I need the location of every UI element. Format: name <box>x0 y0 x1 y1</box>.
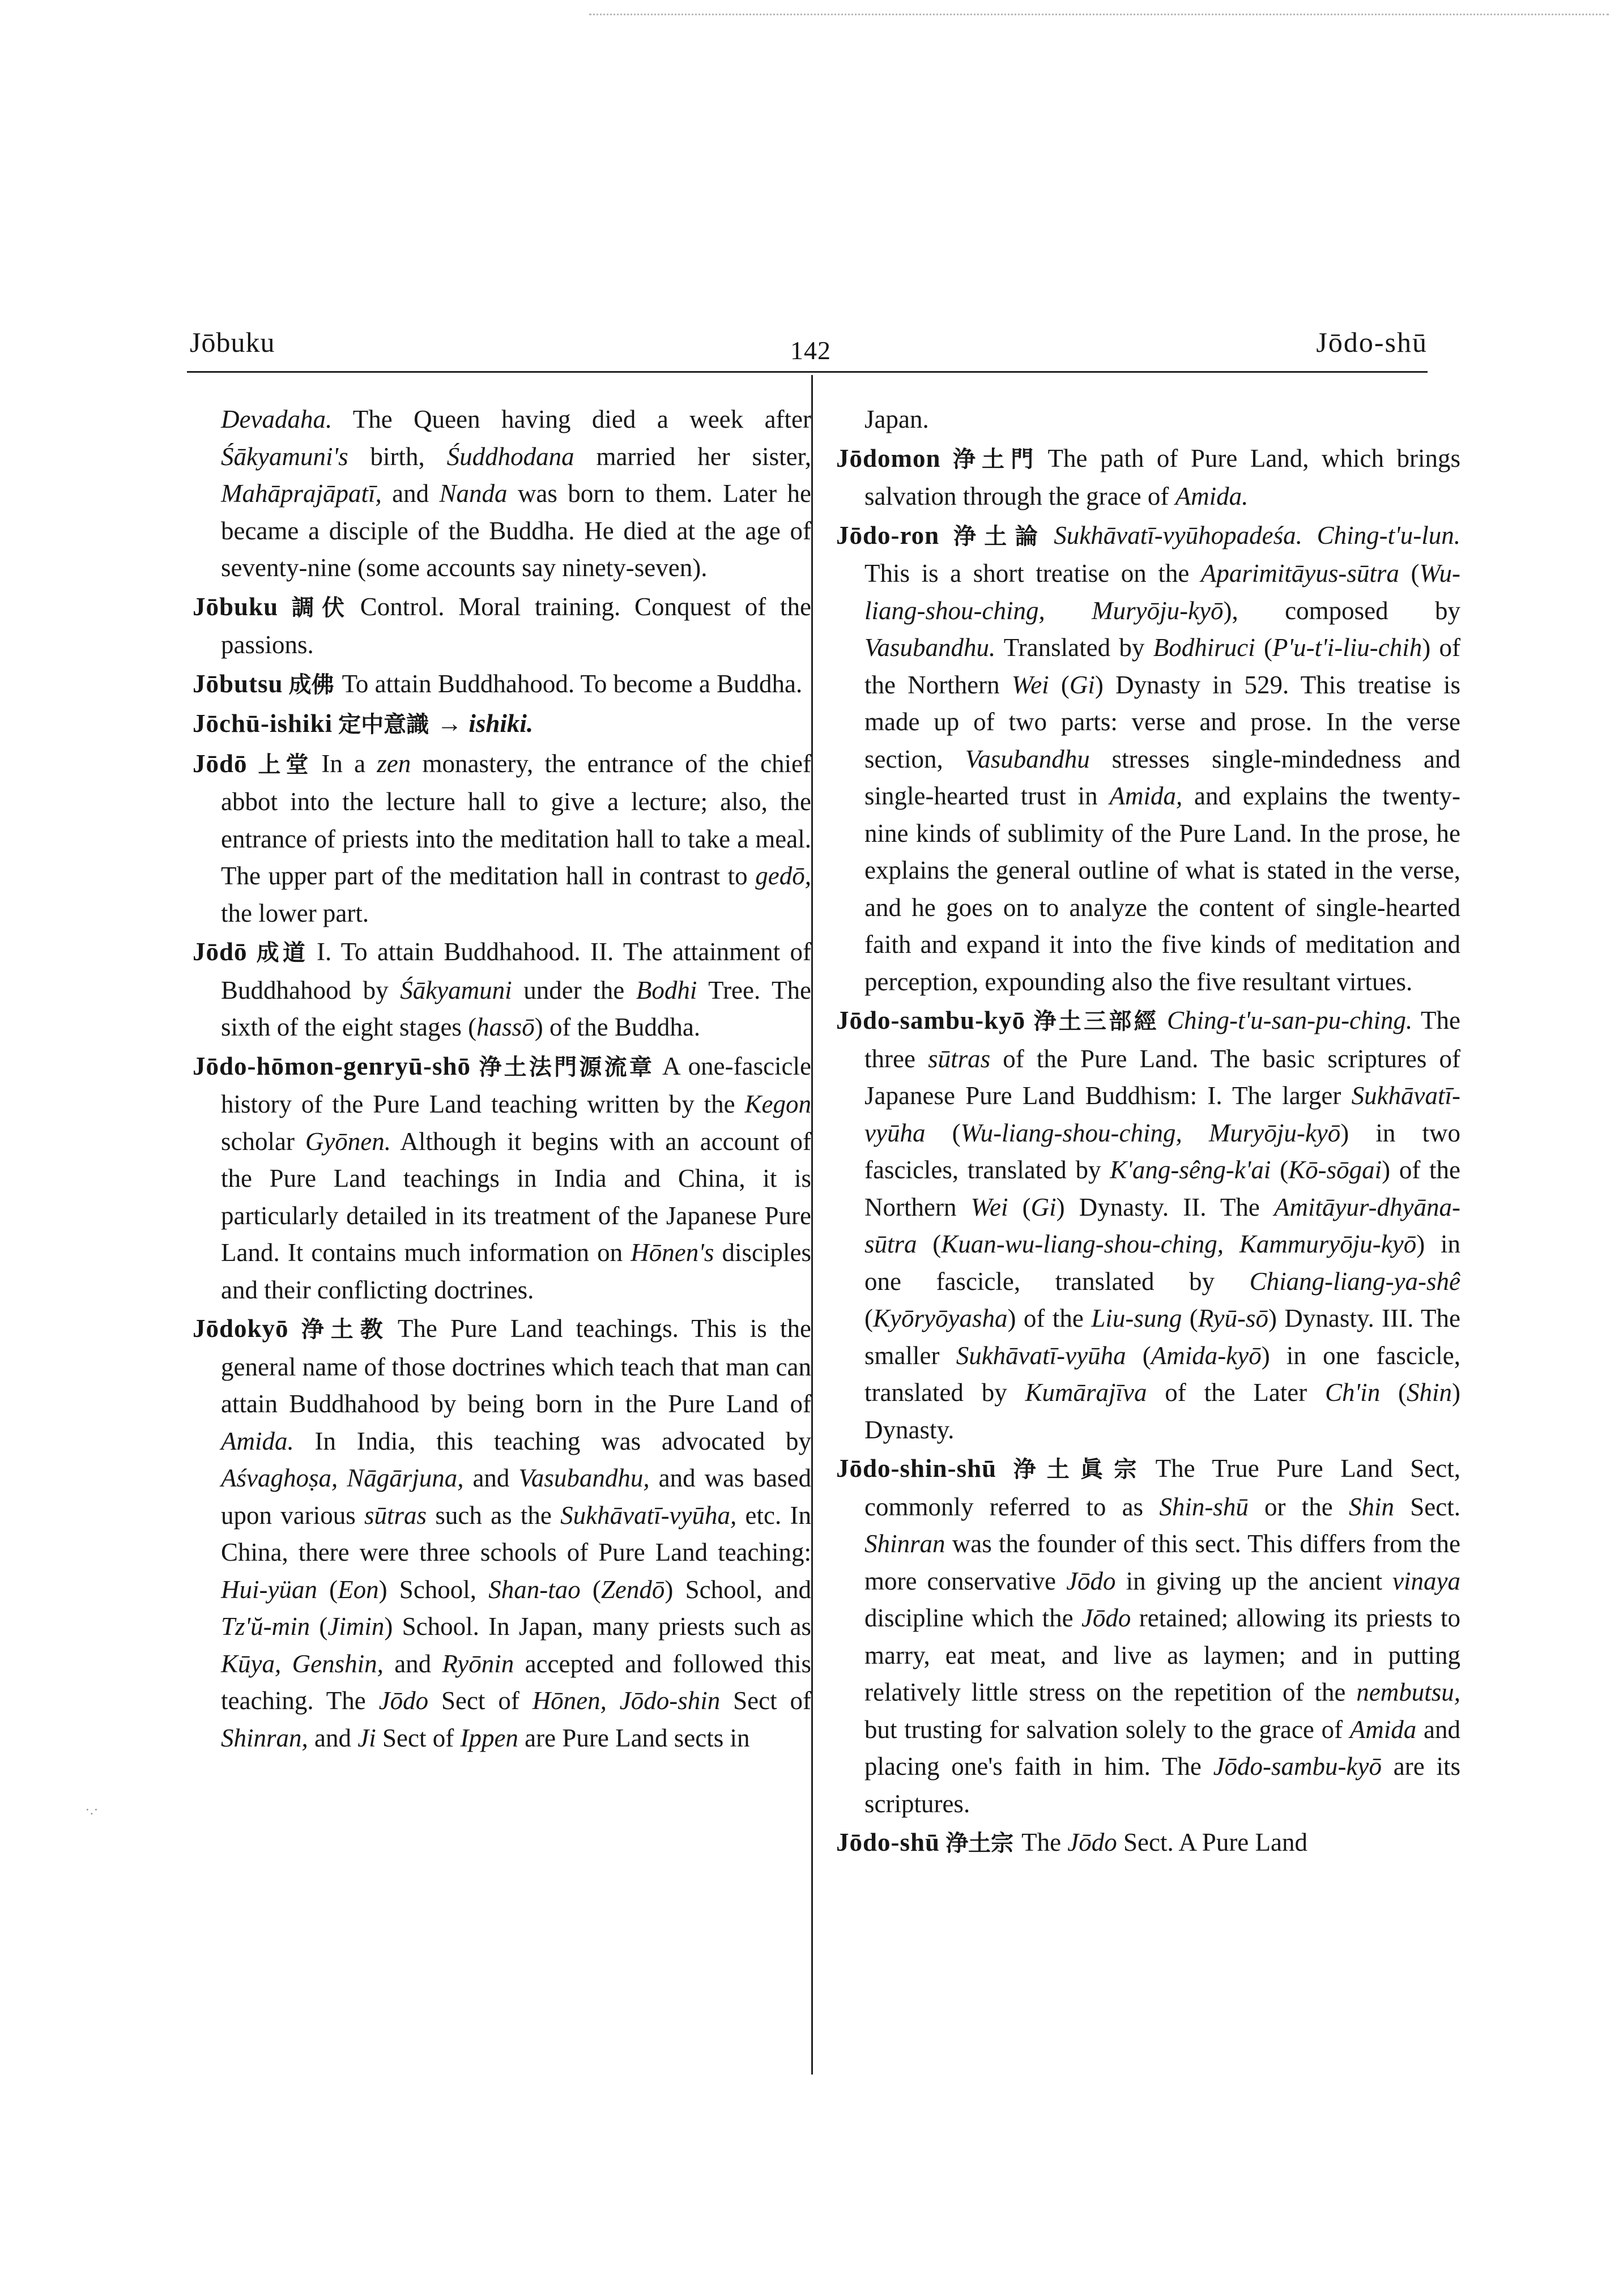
entry-kanji: 浄土宗 <box>945 1830 1014 1856</box>
entry-headword: Jōdo-shū <box>836 1828 940 1856</box>
running-head-right: Jōdo-shū <box>1316 326 1428 358</box>
entry-body: In a zen monastery, the entrance of the chief abbot into the lecture hall to give a lecture; also, the entrance of priests into the meditation hall to take a meal. The upper part of the meditation hall in contrast to gedō, the lower part. <box>221 749 812 927</box>
column-divider <box>811 375 813 2075</box>
dictionary-entry <box>193 666 811 704</box>
entry-body: Control. Moral training. Conquest of the passions. <box>221 592 811 659</box>
entry-body: A one-fascicle history of the Pure Land teaching written by the Kegon scholar Gyōnen. Although it begins with an account of the Pure Land teachings in India and China, it is particularly detailed in its treatment of the Japanese Pure Land. It contains much information on Hōnen's disciples and their conflicting doctrines. <box>221 1051 812 1304</box>
entry-headword: Jōchū-ishiki <box>193 709 333 738</box>
entry-kanji: 浄土論 <box>945 523 1046 549</box>
entry-headword: Jōbutsu <box>193 669 283 698</box>
dictionary-entry <box>193 746 811 932</box>
entry-body: The True Pure Land Sect, commonly referred to as Shin-shū or the Shin Sect. Shinran was the founder of this sect. This differs from the more conservative Jōdo in giving up the ancient vinaya discipline which the Jōdo retained; allowing its priests to marry, eat meat, and live as laymen; and in putting relatively little stress on the repetition of the nembutsu, but trusting for salvation solely to the grace of Amida and placing one's faith in him. The Jōdo-sambu-kyō are its scriptures. <box>864 1454 1460 1818</box>
entry-headword: Jōdo-shin-shū <box>836 1454 997 1483</box>
dictionary-entry <box>836 1824 1460 1863</box>
entry-kanji: 浄土眞宗 <box>1002 1456 1148 1483</box>
entry-body: Japan. <box>864 405 929 433</box>
continued-text <box>193 401 811 587</box>
dictionary-entry <box>836 517 1460 1001</box>
entry-kanji: 浄土教 <box>294 1317 390 1343</box>
entry-headword: Jōdo-ron <box>836 521 940 549</box>
entry-body: Sukhāvatī-vyūhopadeśa. Ching-t'u-lun. This is a short treatise on the Aparimitāyus-sūtra (Wu-liang-shou-ching, Muryōju-kyō), composed by Vasubandhu. Translated by Bodhiruci (P'u-t'i-liu-chih) of the Northern Wei (Gi) Dynasty in 529. This treatise is made up of two parts: verse and prose. In the verse section, Vasubandhu stresses single-mindedness and single-hearted trust in Amida, and explains the twenty-nine kinds of sublimity of the Pure Land. In the prose, he explains the general outline of what is stated in the verse, and he goes on to analyze the content of single-hearted faith and expand it into the five kinds of meditation and perception, expounding also the five resultant virtues. <box>864 521 1460 996</box>
entry-headword: Jōbuku <box>193 592 279 621</box>
entry-kanji: 成道 <box>253 940 309 966</box>
dictionary-entry <box>193 1048 811 1309</box>
dictionary-entry <box>836 440 1460 516</box>
dictionary-entry <box>836 1450 1460 1822</box>
entry-body: → ishiki. <box>437 709 534 738</box>
entry-kanji: 調伏 <box>284 594 352 621</box>
entry-kanji: 成佛 <box>288 671 334 698</box>
entry-kanji: 浄土法門源流章 <box>476 1054 655 1080</box>
entry-headword: Jōdo-sambu-kyō <box>836 1006 1026 1034</box>
continued-text <box>836 401 1460 438</box>
dictionary-entry <box>193 705 811 744</box>
scan-specks: ·.· <box>85 1801 99 1818</box>
entry-headword: Jōdo-hōmon-genryū-shō <box>193 1051 471 1080</box>
entry-headword: Jōdokyō <box>193 1314 289 1343</box>
entry-body: The Jōdo Sect. A Pure Land <box>1021 1828 1307 1856</box>
entry-kanji: 上堂 <box>253 751 314 778</box>
dictionary-entry <box>193 934 811 1046</box>
dictionary-entry <box>193 589 811 664</box>
entry-body: To attain Buddhahood. To become a Buddha. <box>342 669 803 698</box>
entry-headword: Jōdō <box>193 749 248 778</box>
entry-headword: Jōdō <box>193 938 248 966</box>
dictionary-entry <box>836 1002 1460 1449</box>
entry-kanji: 浄土三部經 <box>1031 1008 1159 1034</box>
dictionary-entry <box>193 1310 811 1757</box>
left-column <box>193 401 811 1758</box>
entry-kanji: 定中意識 <box>338 712 429 738</box>
entry-body: Devadaha. The Queen having died a week after Śākyamuni's birth, Śuddhodana married her sister, Mahāprajāpatī, and Nanda was born to them. Later he became a disciple of the Buddha. He died at the age of seventy-nine (some accounts say ninety-seven). <box>221 405 811 582</box>
entry-headword: Jōdomon <box>836 444 941 472</box>
entry-body: Ching-t'u-san-pu-ching. The three sūtras of the Pure Land. The basic scriptures of Japanese Pure Land Buddhism: I. The larger Sukhāvatī-vyūha (Wu-liang-shou-ching, Muryōju-kyō) in two fascicles, translated by K'ang-sêng-k'ai (Kō-sōgai) of the Northern Wei (Gi) Dynasty. II. The Amitāyur-dhyāna-sūtra (Kuan-wu-liang-shou-ching, Kammuryōju-kyō) in one fascicle, translated by Chiang-liang-ya-shê (Kyōryōyasha) of the Liu-sung (Ryū-sō) Dynasty. III. The smaller Sukhāvatī-vyūha (Amida-kyō) in one fascicle, translated by Kumārajīva of the Later Ch'in (Shin) Dynasty. <box>864 1006 1461 1444</box>
header-rule <box>187 371 1428 373</box>
entry-kanji: 浄土門 <box>946 446 1040 472</box>
running-head-left: Jōbuku <box>190 326 275 358</box>
entry-body: The path of Pure Land, which brings salvation through the grace of Amida. <box>864 444 1461 510</box>
right-column <box>836 401 1460 1864</box>
scan-top-border <box>589 14 1609 15</box>
entry-body: I. To attain Buddhahood. II. The attainment of Buddhahood by Śākyamuni under the Bodhi Tree. The sixth of the eight stages (hassō) of the Buddha. <box>221 938 812 1041</box>
page-number: 142 <box>790 336 831 365</box>
entry-body: The Pure Land teachings. This is the general name of those doctrines which teach that man can attain Buddhahood by being born in the Pure Land of Amida. In India, this teaching was advocated by Aśvaghoṣa, Nāgārjuna, and Vasubandhu, and was based upon various sūtras such as the Sukhāvatī-vyūha, etc. In China, there were three schools of Pure Land teaching: Hui-yüan (Eon) School, Shan-tao (Zendō) School, and Tz'ŭ-min (Jimin) School. In Japan, many priests such as Kūya, Genshin, and Ryōnin accepted and followed this teaching. The Jōdo Sect of Hōnen, Jōdo-shin Sect of Shinran, and Ji Sect of Ippen are Pure Land sects in <box>221 1314 811 1752</box>
